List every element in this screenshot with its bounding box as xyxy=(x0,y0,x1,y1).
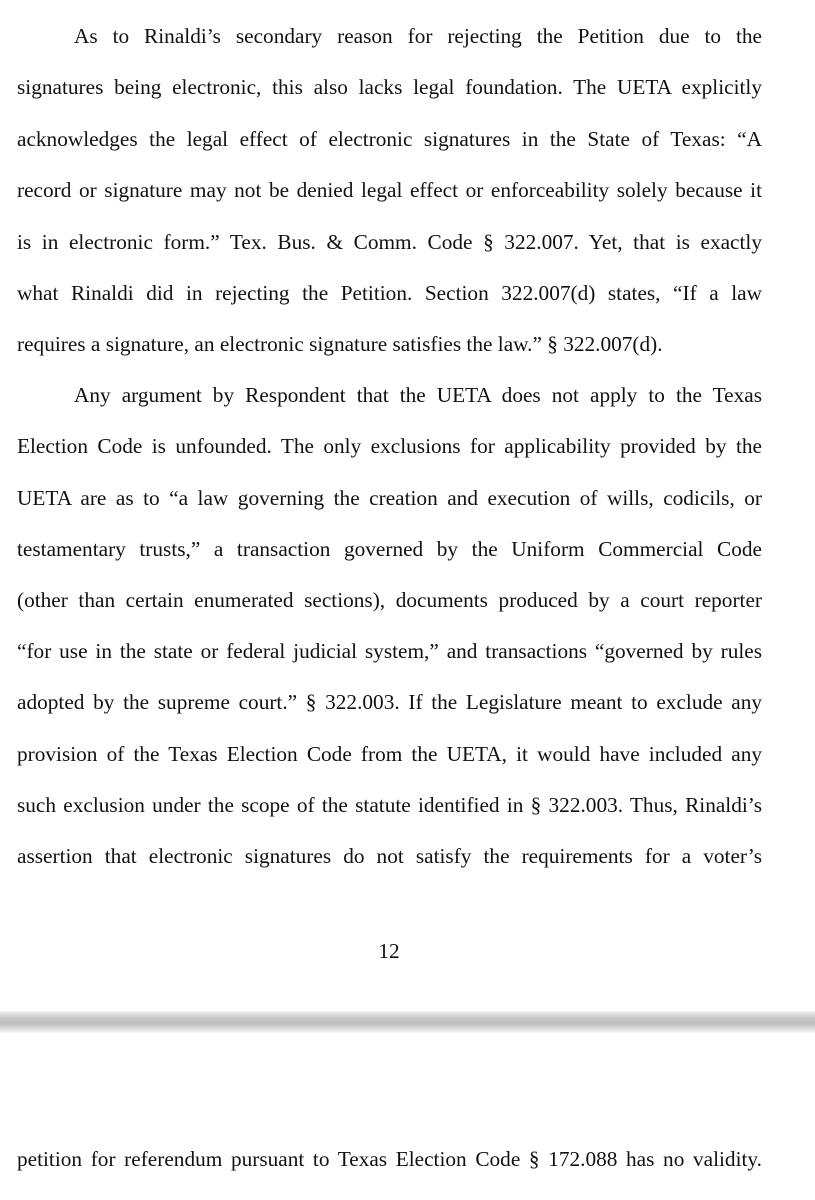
paragraph-2-line-6: “for use in the state or federal judicial system,” and transactions “governed by rules xyxy=(17,639,762,663)
paragraph-2-line-4: testamentary trusts,” a transaction governed by the Uniform Commercial Code xyxy=(17,537,762,561)
paragraph-2-line-5: (other than certain enumerated sections), documents produced by a court reporter xyxy=(17,588,762,612)
document-page-2 xyxy=(0,1033,815,1200)
paragraph-2-line-8: provision of the Texas Election Code from the UETA, it would have included any xyxy=(17,742,762,766)
paragraph-2-line-7: adopted by the supreme court.” § 322.003. If the Legislature meant to exclude any xyxy=(17,690,762,714)
paragraph-1-line-6: what Rinaldi did in rejecting the Petition. Section 322.007(d) states, “If a law xyxy=(17,281,762,305)
paragraph-2-line-2: Election Code is unfounded. The only exclusions for applicability provided by the xyxy=(17,434,762,458)
paragraph-1-line-2: signatures being electronic, this also lacks legal foundation. The UETA explicitly xyxy=(17,75,762,99)
continuation-line: petition for referendum pursuant to Texas Election Code § 172.088 has no validity. xyxy=(17,1147,762,1171)
page-break-divider xyxy=(0,1011,815,1033)
paragraph-1-line-7: requires a signature, an electronic signature satisfies the law.” § 322.007(d). xyxy=(17,332,663,356)
paragraph-1-line-4: record or signature may not be denied legal effect or enforceability solely because it xyxy=(17,178,762,202)
paragraph-1-line-5: is in electronic form.” Tex. Bus. & Comm. Code § 322.007. Yet, that is exactly xyxy=(17,230,762,254)
paragraph-2-line-1: Any argument by Respondent that the UETA does not apply to the Texas xyxy=(74,383,762,407)
page-number: 12 xyxy=(378,939,400,963)
paragraph-2-line-10: assertion that electronic signatures do not satisfy the requirements for a voter’s xyxy=(17,844,762,868)
paragraph-2-line-9: such exclusion under the scope of the statute identified in § 322.003. Thus, Rinaldi’s xyxy=(17,793,762,817)
paragraph-2-line-3: UETA are as to “a law governing the creation and execution of wills, codicils, or xyxy=(17,486,762,510)
paragraph-1-line-3: acknowledges the legal effect of electronic signatures in the State of Texas: “A xyxy=(17,127,762,151)
paragraph-1-line-1: As to Rinaldi’s secondary reason for rejecting the Petition due to the xyxy=(74,24,762,48)
